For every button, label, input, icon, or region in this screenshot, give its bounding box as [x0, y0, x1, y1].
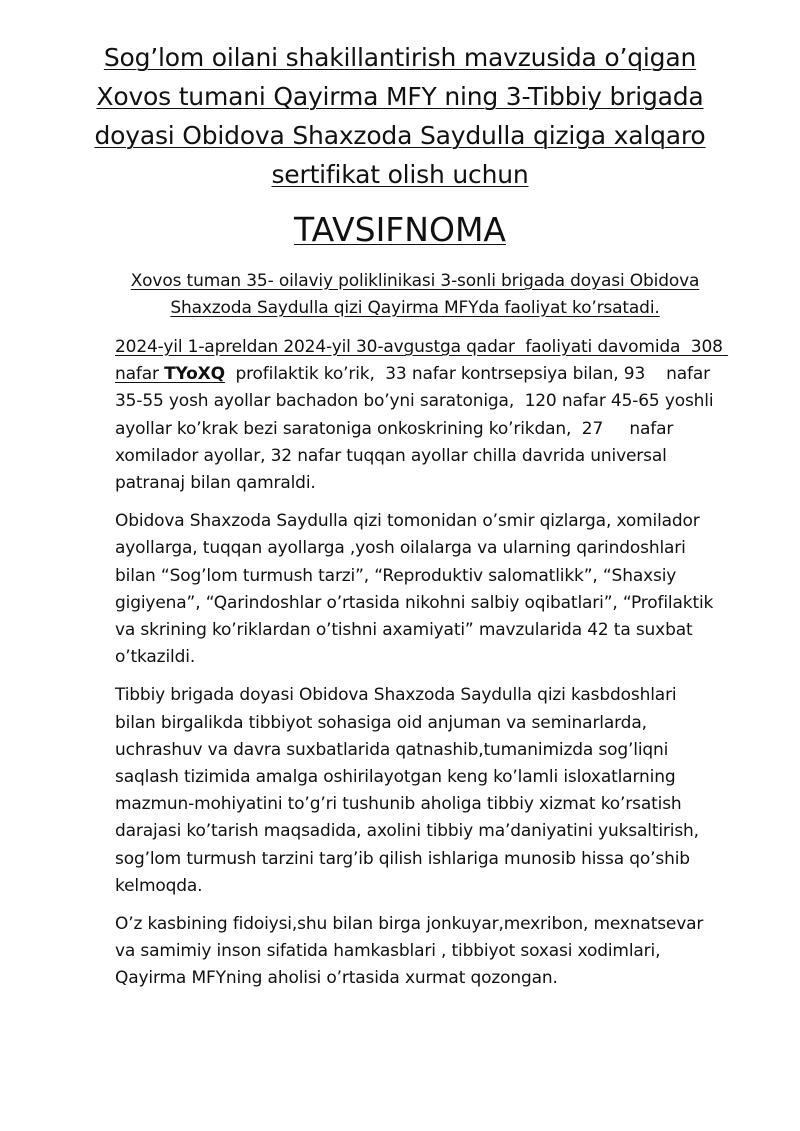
- participation-line-3: uchrashuv va davra suxbatlarida qatnashib,tumanimizda sog’liqni: [115, 739, 669, 760]
- conversations-line-5: va skrining ko’riklardan o’tishni axamiyati” mavzularida 42 ta suxbat: [115, 620, 693, 641]
- heading-line-2: Xovos tumani Qayirma MFY ning 3-Tibbiy brigada: [96, 82, 704, 111]
- intro-line-1: Xovos tuman 35- oilaviy poliklinikasi 3-sonli brigada doyasi Obidova: [130, 271, 700, 291]
- statistics-line-2: 35-55 yosh ayollar bachadon bo’yni saratoniga, 120 nafar 45-65 yoshli: [115, 391, 714, 412]
- statistics-line-1: profilaktik ko’rik, 33 nafar kontrsepsiya bilan, 93 nafar: [224, 364, 710, 385]
- document-heading: [60, 38, 740, 194]
- participation-line-8: kelmoqda.: [115, 875, 203, 896]
- period-text: 2024-yil 1-apreldan 2024-yil 30-avgustga qadar faoliyati davomida 308 nafar: [115, 337, 729, 385]
- statistics-line-5: patranaj bilan qamraldi.: [115, 473, 316, 494]
- character-line-1: O’z kasbining fidoiysi,shu bilan birga jonkuyar,mexribon, mexnatsevar: [115, 914, 704, 935]
- heading-line-4: sertifikat olish uchun: [271, 160, 529, 189]
- statistics-line-3: ayollar ko’krak bezi saratoniga onkoskrining ko’rikdan, 27 nafar: [115, 418, 674, 439]
- heading-line-3: doyasi Obidova Shaxzoda Saydulla qiziga xalqaro: [94, 121, 706, 150]
- participation-line-4: saqlash tizimida amalga oshirilayotgan keng ko’lamli isloxatlarning: [115, 767, 676, 788]
- activity-statistics-paragraph: [115, 334, 755, 497]
- participation-line-1: Tibbiy brigada doyasi Obidova Shaxzoda Saydulla qizi kasbdoshlari: [115, 685, 677, 706]
- character-paragraph: [115, 911, 755, 993]
- conversations-line-2: ayollarga, tuqqan ayollarga ,yosh oilalarga va ularning qarindoshlari: [115, 538, 686, 559]
- conversations-line-4: gigiyena”, “Qarindoshlar o’rtasida nikohni salbiy oqibatlari”, “Profilaktik: [115, 592, 714, 613]
- abbreviation-text: TYoXQ: [164, 364, 225, 385]
- character-line-2: va samimiy inson sifatida hamkasblari , tibbiyot soxasi xodimlari,: [115, 941, 661, 962]
- conversations-line-6: o’tkazildi.: [115, 647, 196, 668]
- participation-paragraph: [115, 682, 755, 900]
- intro-line-2: Shaxzoda Saydulla qizi Qayirma MFYda faoliyat ko’rsatadi.: [170, 298, 660, 318]
- intro-paragraph: [95, 268, 735, 322]
- conversations-paragraph: [115, 508, 755, 671]
- document-type-title: TAVSIFNOMA: [293, 210, 506, 249]
- heading-line-1: Sog’lom oilani shakillantirish mavzusida o’qigan: [103, 43, 697, 72]
- participation-line-7: sog’lom turmush tarzini targ’ib qilish ishlariga munosib hissa qo’shib: [115, 848, 690, 869]
- statistics-line-4: xomilador ayollar, 32 nafar tuqqan ayollar chilla davrida universal: [115, 445, 667, 466]
- conversations-line-1: Obidova Shaxzoda Saydulla qizi tomonidan o’smir qizlarga, xomilador: [115, 511, 700, 532]
- participation-line-5: mazmun-mohiyatini to’g’ri tushunib aholiga tibbiy xizmat ko’rsatish: [115, 794, 682, 815]
- document-body: [115, 334, 755, 1004]
- character-line-3: Qayirma MFYning aholisi o’rtasida xurmat qozongan.: [115, 968, 558, 989]
- participation-line-2: bilan birgalikda tibbiyot sohasiga oid anjuman va seminarlarda,: [115, 712, 647, 733]
- participation-line-6: darajasi ko’tarish maqsadida, axolini tibbiy ma’daniyatini yuksaltirish,: [115, 821, 699, 842]
- conversations-line-3: bilan “Sog’lom turmush tarzi”, “Reproduktiv salomatlikk”, “Shaxsiy: [115, 565, 677, 586]
